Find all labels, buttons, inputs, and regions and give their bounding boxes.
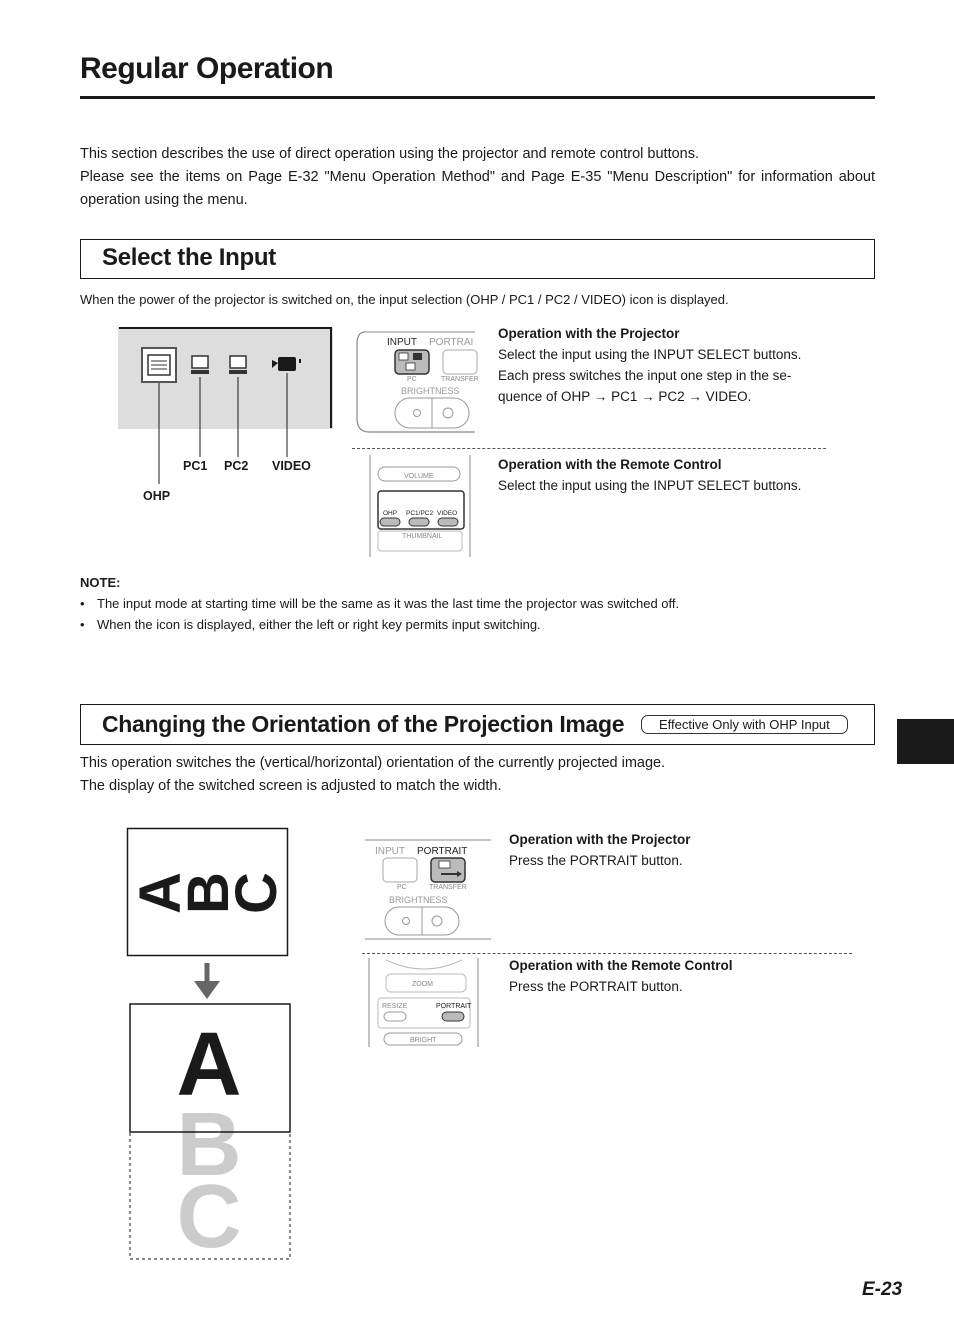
projector-op-line-3: quence of OHP → PC1 → PC2 → VIDEO. (498, 389, 752, 404)
label-pc1: PC1 (183, 459, 208, 473)
panel-label-transfer: TRANSFER (441, 376, 479, 383)
projector-op-line-1: Select the input using the INPUT SELECT buttons. (498, 347, 802, 362)
page-title: Regular Operation (80, 52, 334, 85)
projector-op-text (498, 344, 801, 407)
intro-paragraph-2: Please see the items on Page E-32 "Menu Operation Method" and Page E-35 "Menu Description" for information about operation using the menu. (80, 169, 875, 208)
panel-label-input: INPUT (375, 846, 405, 857)
rotated-letter-a: A (128, 872, 193, 914)
portrait-projector-op-text: Press the PORTRAIT button. (509, 853, 683, 868)
projector-panel-portrait-illustration (363, 838, 493, 942)
section-title: Changing the Orientation of the Projection Image (102, 711, 625, 737)
note-item-1: • The input mode at starting time will be the same as it was the last time the projector was switched off. (97, 596, 679, 611)
orientation-description (80, 752, 665, 798)
remote-label-video: VIDEO (437, 510, 458, 517)
rotated-letter-b: B (176, 872, 241, 914)
section-title: Select the Input (102, 244, 276, 271)
page-number: E-23 (862, 1279, 903, 1300)
orientation-line-1: This operation switches the (vertical/horizontal) orientation of the currently projected image. (80, 755, 666, 771)
remote-op-text: Select the input using the INPUT SELECT buttons. (498, 478, 802, 493)
label-video: VIDEO (272, 459, 311, 473)
portrait-remote-op-heading: Operation with the Remote Control (509, 958, 733, 973)
dashed-divider (362, 953, 852, 954)
title-rule (80, 96, 875, 99)
remote-portrait-illustration (366, 958, 482, 1048)
note-title: NOTE: (80, 575, 121, 590)
panel-label-input: INPUT (387, 337, 417, 348)
label-pc2: PC2 (224, 459, 249, 473)
remote-label-portrait: PORTRAIT (436, 1003, 472, 1010)
remote-op-heading: Operation with the Remote Control (498, 457, 722, 472)
remote-label-ohp: OHP (383, 510, 398, 517)
panel-label-portrait: PORTRAIT (417, 846, 468, 857)
panel-label-transfer: TRANSFER (429, 884, 467, 891)
section-header-select-input (80, 239, 875, 279)
panel-label-pc: PC (407, 376, 417, 383)
letter-a: A (176, 1015, 242, 1115)
projector-panel-illustration (355, 330, 480, 434)
rotated-letter-c: C (224, 872, 289, 914)
section-header-orientation (80, 704, 875, 745)
remote-label-pc1pc2: PC1/PC2 (406, 510, 434, 517)
panel-label-brightness: BRIGHTNESS (389, 895, 448, 905)
portrait-projector-op-heading: Operation with the Projector (509, 832, 691, 847)
intro-paragraph-1: This section describes the use of direct operation using the projector and remote control buttons. (80, 146, 700, 162)
remote-label-zoom: ZOOM (412, 981, 433, 988)
projector-op-heading: Operation with the Projector (498, 326, 680, 341)
letter-b: B (176, 1095, 242, 1195)
panel-label-portrait: PORTRAI (429, 337, 474, 348)
ohp-only-badge: Effective Only with OHP Input (641, 715, 848, 734)
chapter-tab (897, 719, 954, 764)
note-item-2: • When the icon is displayed, either the left or right key permits input switching. (97, 617, 541, 632)
orientation-line-2: The display of the switched screen is adjusted to match the width. (80, 778, 502, 794)
projector-op-line-2: Each press switches the input one step in the se- (498, 368, 792, 383)
intro-text (80, 143, 875, 212)
remote-illustration (366, 455, 476, 558)
portrait-remote-op-text: Press the PORTRAIT button. (509, 979, 683, 994)
remote-label-bright: BRIGHT (410, 1037, 437, 1044)
panel-label-brightness: BRIGHTNESS (401, 386, 460, 396)
remote-label-volume: VOLUME (404, 473, 434, 480)
remote-label-resize: RESIZE (382, 1003, 408, 1010)
panel-label-pc: PC (397, 884, 407, 891)
select-input-description: When the power of the projector is switched on, the input selection (OHP / PC1 / PC2 / VIDEO) icon is displayed. (80, 292, 729, 307)
label-ohp: OHP (143, 489, 171, 503)
letter-c: C (176, 1167, 242, 1262)
remote-label-thumbnail: THUMBNAIL (402, 533, 443, 540)
orientation-illustration (126, 827, 294, 1262)
dashed-divider (352, 448, 826, 449)
